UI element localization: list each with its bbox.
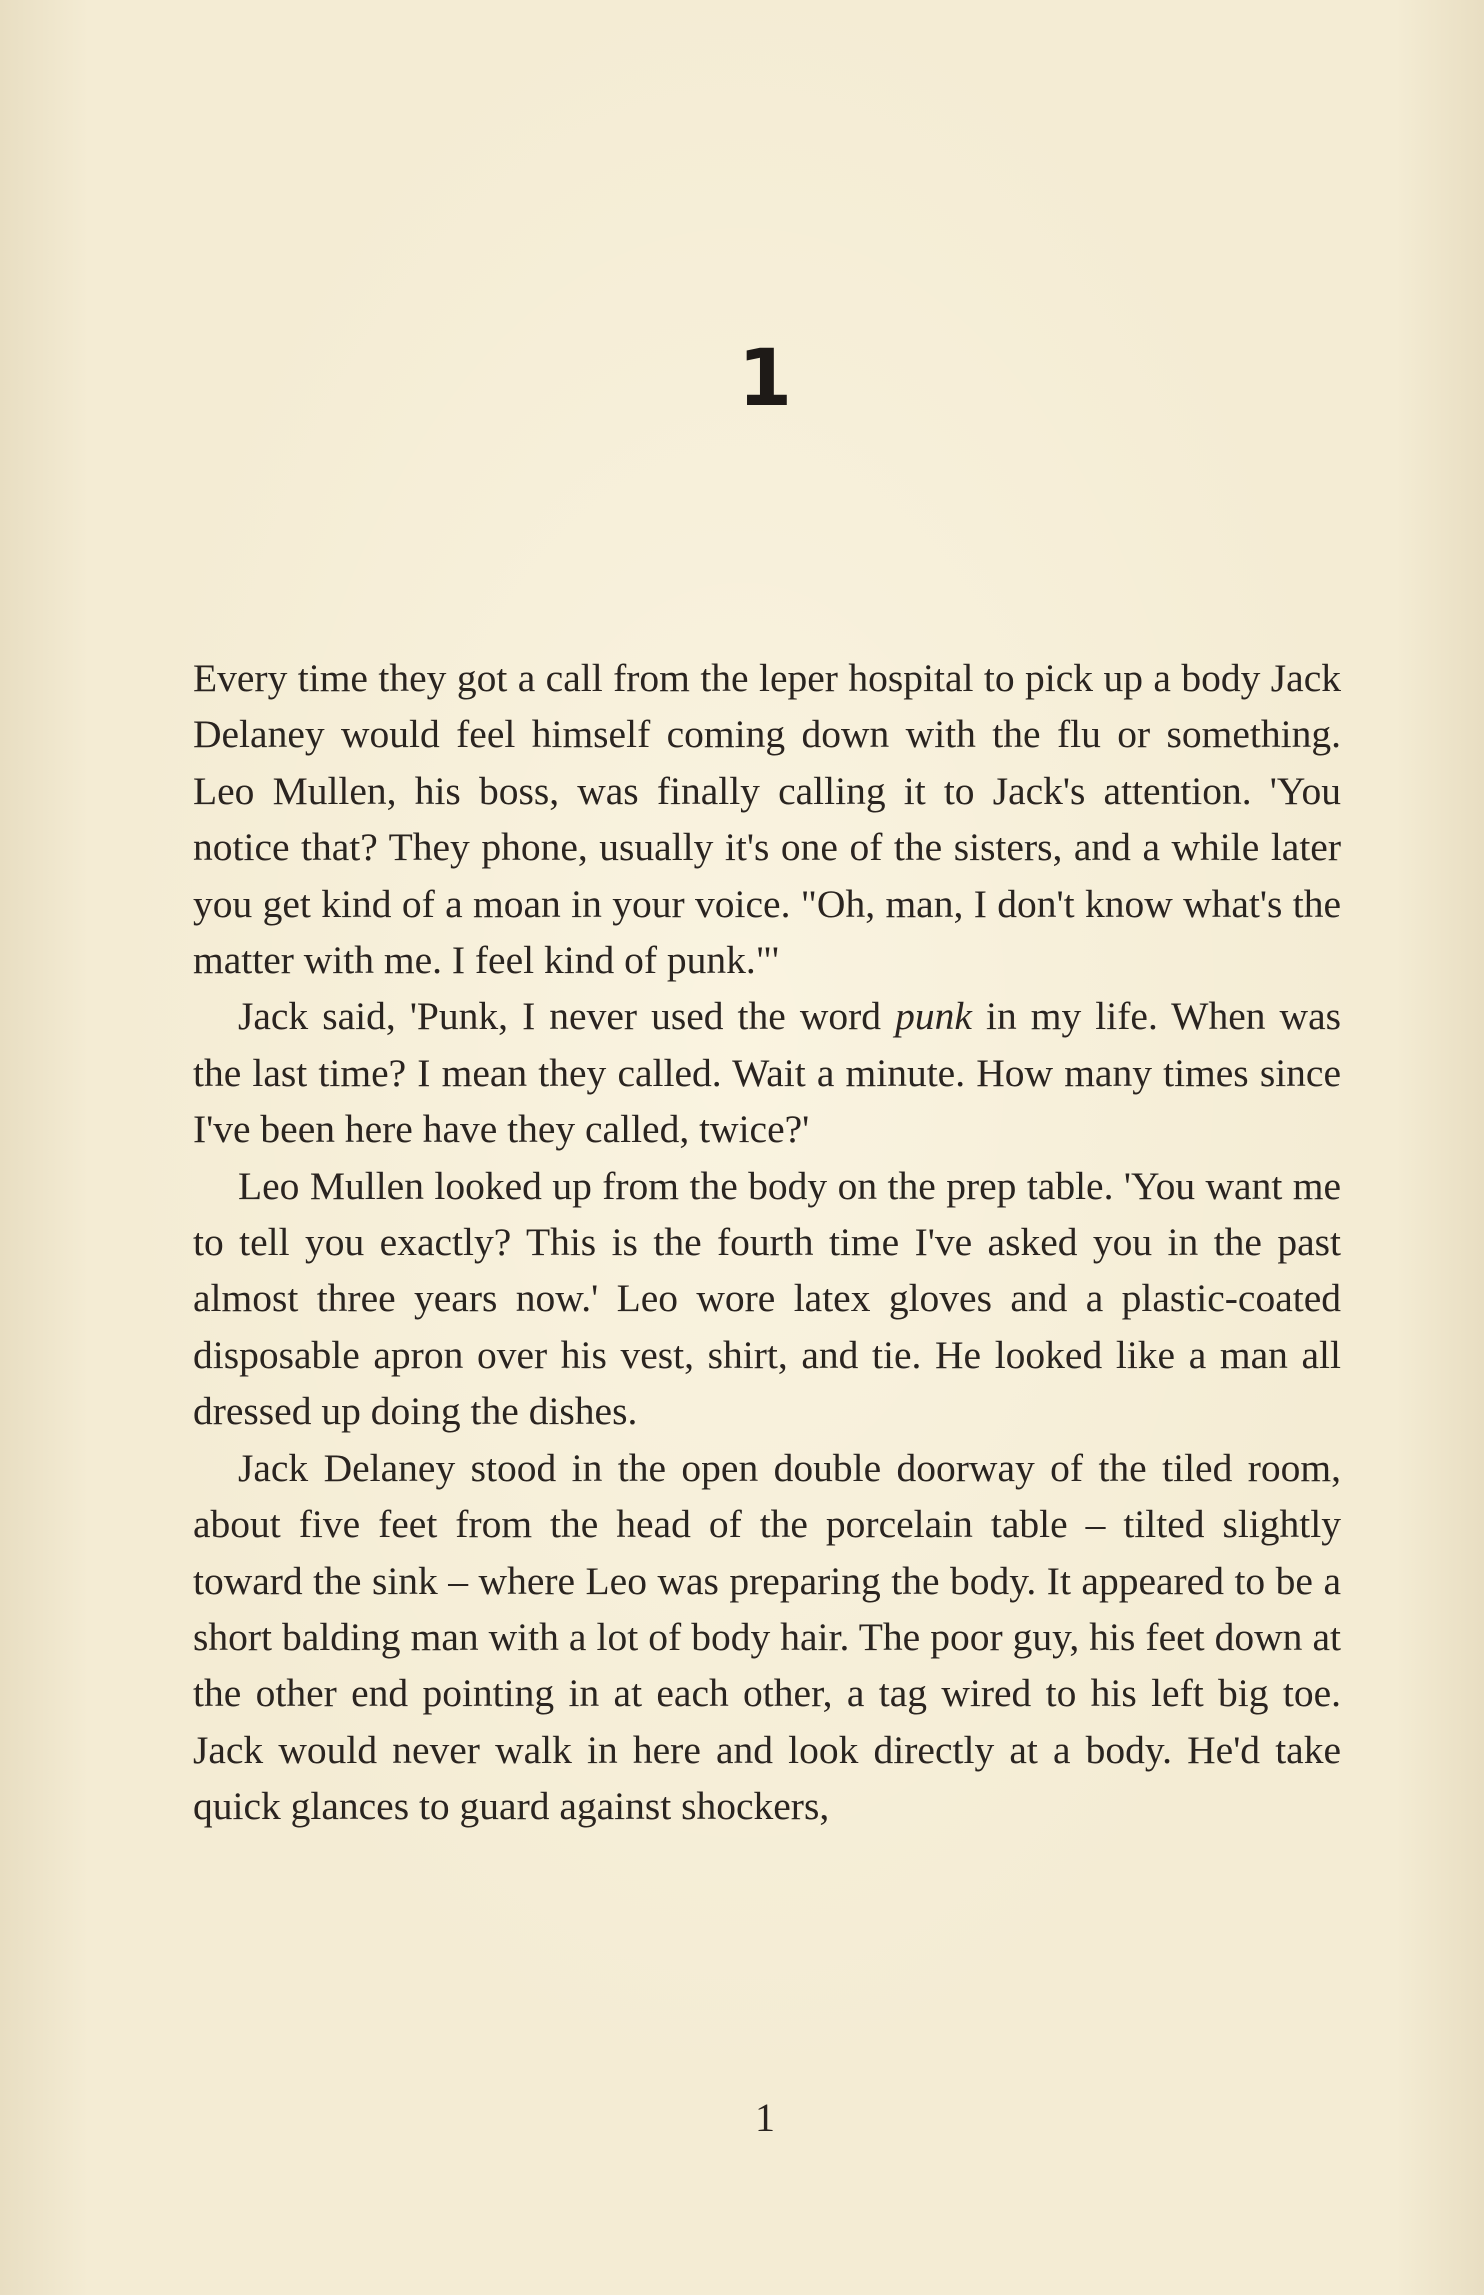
italic-word: punk [895, 994, 972, 1039]
chapter-number: 1 [737, 334, 793, 424]
paragraph [193, 1440, 1341, 1835]
paragraph [193, 988, 1341, 1157]
paragraph-text: Leo Mullen looked up from the body on the prep table. 'You want me to tell you exactly? This is the fourth time I've asked you in the past almost three years now.' Leo wore latex gloves and a plastic-coated disposable apron over his vest, shirt, and tie. He looked like a man all dressed up doing the dishes. [193, 1163, 1341, 1434]
paragraph-text: in my life. When was the last time? I mean they called. Wait a minute. How many times since I've been here have they called, twice?' [193, 994, 1341, 1152]
paragraph-text: Jack Delaney stood in the open double doorway of the tiled room, about five feet from the head of the porcelain table – tilted slightly toward the sink – where Leo was preparing the body. It appeared to be a short balding man with a lot of body hair. The poor guy, his feet down at the other end pointing in at each other, a tag wired to his left big toe. Jack would never walk in here and look directly at a body. He'd take quick glances to guard against shockers, [193, 1445, 1341, 1829]
paragraph-text: Jack said, 'Punk, I never used the word [238, 994, 896, 1039]
paragraph-text: Every time they got a call from the leper hospital to pick up a body Jack Delaney would feel himself coming down with the flu or something. Leo Mullen, his boss, was finally calling it to Jack's attention. 'You notice that? They phone, usually it's one of the sisters, and a while later you get kind of a moan in your voice. "Oh, man, I don't know what's the matter with me. I feel kind of punk."' [193, 656, 1341, 983]
body-text [193, 650, 1341, 1835]
page-number: 1 [755, 2095, 775, 2140]
paragraph [193, 1158, 1341, 1440]
paragraph [193, 650, 1341, 988]
